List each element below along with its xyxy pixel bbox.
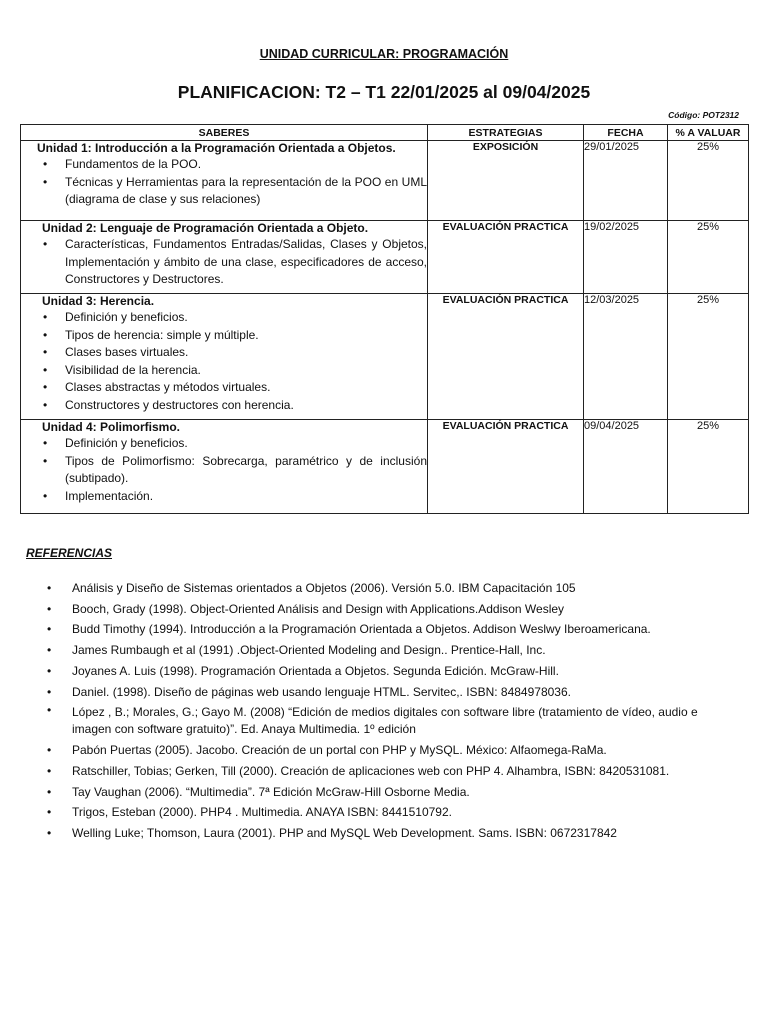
plan-title: PLANIFICACION: T2 – T1 22/01/2025 al 09/04/2025 [177,82,591,102]
planning-table [20,124,749,514]
saberes-cell [21,420,428,514]
reference-item: • Tay Vaughan (2006). “Multimedia”. 7ª Edición McGraw-Hill Osborne Media. [72,782,740,803]
strategy-cell: EVALUACIÓN PRACTICA [428,420,584,514]
topic-item: • Clases abstractas y métodos virtuales. [65,379,427,397]
strategy-cell: EVALUACIÓN PRACTICA [428,221,584,294]
column-header-porcentaje: % A VALUAR [668,125,749,141]
reference-item: • James Rumbaugh et al (1991) .Object-Oriented Modeling and Design.. Prentice-Hall, Inc. [72,640,740,661]
topic-list [21,309,427,414]
reference-item: • Welling Luke; Thomson, Laura (2001). PHP and MySQL Web Development. Sams. ISBN: 0672317842 [72,823,740,844]
percent-cell: 25% [668,294,749,420]
table-row [21,420,749,514]
topic-item: • Fundamentos de la POO. [65,156,427,174]
table-row [21,141,749,221]
reference-item: • Joyanes A. Luis (1998). Programación Orientada a Objetos. Segunda Edición. McGraw-Hill. [72,661,740,682]
curricular-unit-heading: UNIDAD CURRICULAR: PROGRAMACIÓN [259,47,509,61]
topic-item: • Constructores y destructores con herencia. [65,397,427,415]
reference-item: • Análisis y Diseño de Sistemas orientados a Objetos (2006). Versión 5.0. IBM Capacitación 105 [72,578,740,599]
topic-list [21,236,427,289]
document-code: Código: POT2312 [668,110,739,120]
table-row [21,221,749,294]
reference-item: • Trigos, Esteban (2000). PHP4 . Multimedia. ANAYA ISBN: 8441510792. [72,802,740,823]
unit-title: Unidad 1: Introducción a la Programación Orientada a Objetos. [37,141,396,155]
percent-cell: 25% [668,141,749,221]
column-header-fecha: FECHA [584,125,668,141]
topic-item: • Clases bases virtuales. [65,344,427,362]
reference-item: • Budd Timothy (1994). Introducción a la Programación Orientada a Objetos. Addison Weslwy Iberoamericana. [72,619,740,640]
saberes-cell [21,141,428,221]
topic-item: • Técnicas y Herramientas para la representación de la POO en UML (diagrama de clase y sus relaciones) [65,174,427,209]
topic-item: • Definición y beneficios. [65,435,427,453]
topic-list [21,156,427,209]
table-row [21,294,749,420]
topic-item: • Tipos de Polimorfismo: Sobrecarga, paramétrico y de inclusión (subtipado). [65,453,427,488]
strategy-cell: EVALUACIÓN PRACTICA [428,294,584,420]
topic-item: • Implementación. [65,488,427,506]
topic-list [21,435,427,505]
topic-item: • Definición y beneficios. [65,309,427,327]
unit-title: Unidad 3: Herencia. [42,294,155,308]
column-header-saberes: SABERES [21,125,428,141]
saberes-cell [21,221,428,294]
unit-title: Unidad 2: Lenguaje de Programación Orientada a Objeto. [42,221,369,235]
reference-item: • Ratschiller, Tobias; Gerken, Till (2000). Creación de aplicaciones web con PHP 4. Alhambra, ISBN: 8420531081. [72,761,740,782]
date-cell: 12/03/2025 [584,294,668,420]
percent-cell: 25% [668,221,749,294]
unit-title: Unidad 4: Polimorfismo. [42,420,181,434]
saberes-cell [21,294,428,420]
references-heading: REFERENCIAS [26,546,113,560]
references-list [0,578,740,844]
reference-item: • Daniel. (1998). Diseño de páginas web usando lenguaje HTML. Servitec,. ISBN: 8484978036. [72,682,740,703]
date-cell: 09/04/2025 [584,420,668,514]
column-header-estrategias: ESTRATEGIAS [428,125,584,141]
date-cell: 29/01/2025 [584,141,668,221]
strategy-cell: EXPOSICIÓN [428,141,584,221]
percent-cell: 25% [668,420,749,514]
topic-item: • Tipos de herencia: simple y múltiple. [65,327,427,345]
topic-item: • Características, Fundamentos Entradas/Salidas, Clases y Objetos, Implementación y ámbito de una clase, especificadores de acceso, Constructores y Destructores. [65,236,427,289]
reference-item: • López , B.; Morales, G.; Gayo M. (2008) “Edición de medios digitales con software libre (tratamiento de vídeo, audio e imagen con software gratuito)”. Ed. Anaya Multimedia. 1º edición [72,702,740,740]
reference-item: • Pabón Puertas (2005). Jacobo. Creación de un portal con PHP y MySQL. México: Alfaomega-RaMa. [72,740,740,761]
topic-item: • Visibilidad de la herencia. [65,362,427,380]
reference-item: • Booch, Grady (1998). Object-Oriented Análisis and Design with Applications.Addison Wesley [72,599,740,620]
date-cell: 19/02/2025 [584,221,668,294]
table-header-row [21,125,749,141]
